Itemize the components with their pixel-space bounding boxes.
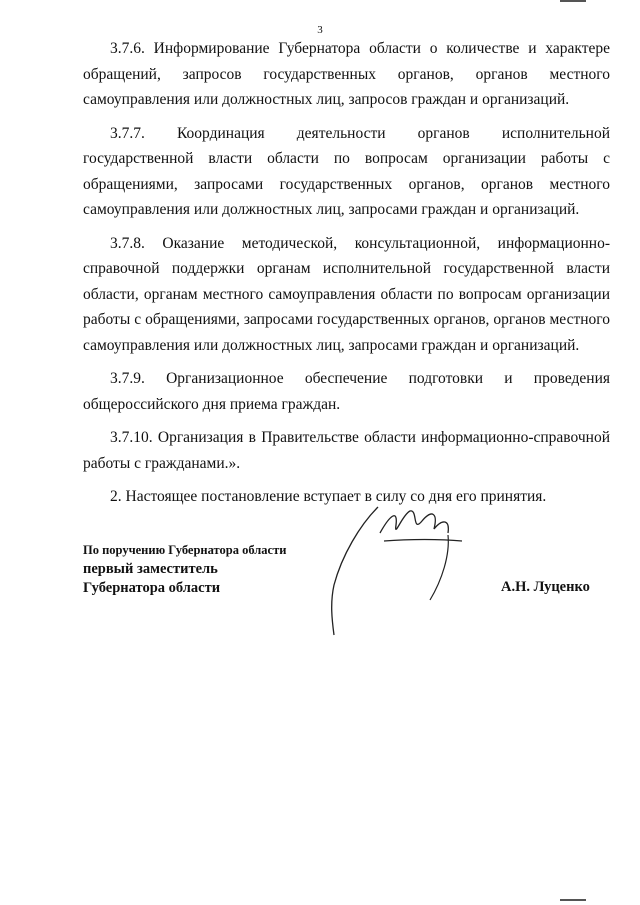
signatory-position bbox=[83, 541, 286, 598]
paragraph-3-7-7: 3.7.7. Координация деятельности органов исполнительной государственной власти области по вопросам организации работы с обращениями, запросами государственных органов, органов местного самоуправления или должностных лиц, запросами граждан и организаций. bbox=[83, 124, 610, 218]
document-body bbox=[83, 36, 610, 518]
paragraph-2: 2. Настоящее постановление вступает в силу со дня его принятия. bbox=[110, 488, 547, 505]
paragraph-3-7-6: 3.7.6. Информирование Губернатора области о количестве и характере обращений, запросов государственных органов, органов местного самоуправления или должностных лиц, запросов граждан и организаций. bbox=[83, 40, 610, 108]
signatory-name: А.Н. Луценко bbox=[501, 579, 590, 595]
signatory-line-2: первый заместитель bbox=[83, 561, 218, 577]
signatory-line-1: По поручению Губернатора области bbox=[83, 543, 287, 557]
page-number: 3 bbox=[317, 24, 323, 36]
signatory-line-3: Губернатора области bbox=[83, 580, 221, 596]
paragraph-3-7-10: 3.7.10. Организация в Правительстве области информационно-справочной работы с гражданами.». bbox=[83, 429, 610, 472]
paragraph-3-7-9: 3.7.9. Организационное обеспечение подготовки и проведения общероссийского дня приема граждан. bbox=[83, 370, 610, 413]
scan-edge-mark-top bbox=[560, 0, 586, 2]
paragraph-3-7-8: 3.7.8. Оказание методической, консультационной, информационно-справочной поддержки органам исполнительной государственной власти области, органам местного самоуправления области по вопросам организации работы с обращениями, запросами государственных органов, органов местного самоуправления или должностных лиц, запросами граждан и организаций. bbox=[83, 234, 610, 354]
scan-edge-mark-bottom bbox=[560, 899, 586, 901]
handwritten-signature bbox=[310, 495, 490, 645]
